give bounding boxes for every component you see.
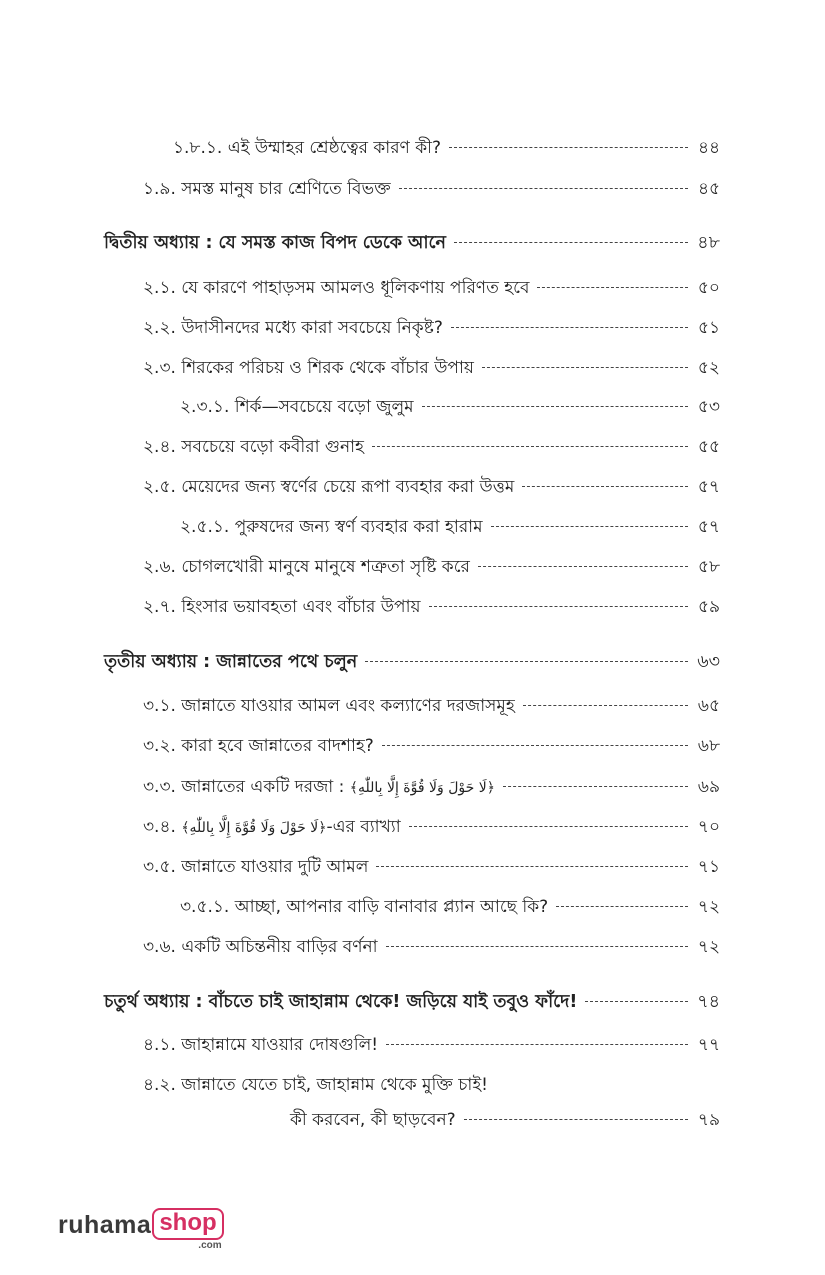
toc-page-number: ৫৫ (697, 437, 720, 457)
toc-entry[interactable] (143, 694, 720, 718)
toc-entry[interactable] (143, 855, 720, 879)
toc-entry[interactable] (173, 136, 720, 160)
dot-leader (422, 406, 688, 407)
toc-entry[interactable] (143, 177, 720, 201)
toc-page-number: ৬৮ (697, 736, 720, 756)
dot-leader (376, 866, 688, 867)
toc-entry-title: ১.৯. সমস্ত মানুষ চার শ্রেণিতে বিভক্ত (143, 179, 391, 199)
chapter-title: দ্বিতীয় অধ্যায় : যে সমস্ত কাজ বিপদ ডেকে আনে (104, 233, 446, 253)
toc-entry-title: ৩.৬. একটি অচিন্তনীয় বাড়ির বর্ণনা (143, 937, 378, 957)
toc-page-number: ৫৯ (697, 597, 720, 617)
toc-entry[interactable] (143, 595, 720, 619)
chapter-title: তৃতীয় অধ্যায় : জান্নাতের পথে চলুন (104, 652, 358, 672)
toc-entry-title: ৪.২. জান্নাতে যেতে চাই, জাহান্নাম থেকে মুক্তি চাই! (143, 1075, 488, 1095)
toc-entry-title: ২.৩.১. শির্ক—সবচেয়ে বড়ো জুলুম (180, 397, 414, 417)
toc-entry-title: ৩.২. কারা হবে জান্নাতের বাদশাহ? (143, 736, 374, 756)
toc-entry-title: ৩.১. জান্নাতে যাওয়ার আমল এবং কল্যাণের দরজাসমূহ (143, 696, 515, 716)
toc-page-number: ৪৫ (697, 179, 720, 199)
toc-entry-title-text: ৩.৩. জান্নাতের একটি দরজা : (143, 777, 345, 797)
logo-domain: .com (198, 1240, 222, 1251)
toc-entry-title-suffix: -এর ব্যাখ্যা (326, 817, 401, 837)
toc-chapter-entry[interactable] (104, 231, 720, 255)
dot-leader (556, 906, 688, 907)
toc-entry[interactable] (143, 734, 720, 758)
dot-leader (451, 327, 688, 328)
toc-entry[interactable] (143, 815, 720, 840)
dot-leader (523, 705, 688, 706)
toc-entry[interactable] (143, 435, 720, 459)
toc-page-number: ৫২ (697, 358, 720, 378)
toc-page-number: ৬৩ (697, 652, 720, 672)
toc-page-number: ৭২ (697, 937, 720, 957)
toc-entry-title: ২.২. উদাসীনদের মধ্যে কারা সবচেয়ে নিকৃষ্ট? (143, 318, 443, 338)
toc-page-number: ৭১ (697, 857, 720, 877)
toc-entry[interactable] (143, 1073, 720, 1097)
toc-entry-title: ৩.৫. জান্নাতে যাওয়ার দুটি আমল (143, 857, 369, 877)
toc-page-number: ৫৩ (697, 397, 720, 417)
dot-leader (464, 1119, 688, 1120)
toc-page-number: ৫১ (697, 318, 720, 338)
dot-leader (409, 826, 688, 827)
toc-page-number: ৬৯ (697, 777, 720, 797)
dot-leader (449, 147, 688, 148)
toc-page-number: ৭৭ (697, 1035, 720, 1055)
toc-entry-title: ২.৪. সবচেয়ে বড়ো কবীরা গুনাহ (143, 437, 364, 457)
toc-entry[interactable] (143, 1033, 720, 1057)
toc-entry-title: ২.৩. শিরকের পরিচয় ও শিরক থেকে বাঁচার উপায় (143, 358, 474, 378)
toc-entry-title (143, 775, 495, 800)
toc-page-number: ৪৪ (697, 138, 720, 158)
toc-entry[interactable] (180, 395, 720, 419)
logo-shop-badge (152, 1208, 223, 1251)
toc-page-number: ৫৭ (697, 477, 720, 497)
ruhamashop-logo (58, 1208, 224, 1251)
toc-entry[interactable] (143, 316, 720, 340)
toc-entry-title: ২.৫.১. পুরুষদের জন্য স্বর্ণ ব্যবহার করা হারাম (180, 517, 483, 537)
toc-entry[interactable] (180, 515, 720, 539)
dot-leader (585, 1001, 688, 1002)
toc-entry-title: ৪.১. জাহান্নামে যাওয়ার দোষগুলি! (143, 1035, 379, 1055)
toc-entry-title: ২.৭. হিংসার ভয়াবহতা এবং বাঁচার উপায় (143, 597, 421, 617)
toc-entry-title (143, 815, 401, 840)
toc-entry-title: ২.৫. মেয়েদের জন্য স্বর্ণের চেয়ে রূপা ব্যবহার করা উত্তম (143, 477, 515, 497)
toc-entry[interactable] (143, 935, 720, 959)
toc-entry-continuation[interactable] (290, 1108, 720, 1132)
dot-leader (382, 745, 688, 746)
dot-leader (365, 661, 688, 662)
toc-chapter-entry[interactable] (104, 650, 720, 674)
toc-entry[interactable] (143, 475, 720, 499)
dot-leader (399, 188, 688, 189)
dot-leader (482, 367, 688, 368)
toc-entry-title-text: ৩.৪. (143, 817, 176, 837)
dot-leader (537, 287, 688, 288)
dot-leader (491, 526, 688, 527)
toc-entry[interactable] (180, 895, 720, 919)
dot-leader (372, 446, 688, 447)
dot-leader (503, 786, 688, 787)
toc-entry-title: ২.৬. চোগলখোরী মানুষে মানুষে শত্রুতা সৃষ্টি করে (143, 557, 470, 577)
dot-leader (454, 242, 688, 243)
toc-page-number: ৭২ (697, 897, 720, 917)
arabic-phrase: ﴿لَا حَوْلَ وَلَا قُوَّةَ إِلَّا بِاللّٰهِ﴾ (349, 780, 495, 796)
toc-page-number: ৭৪ (697, 992, 720, 1012)
dot-leader (386, 946, 688, 947)
dot-leader (478, 566, 688, 567)
logo-brand-left: ruhama (58, 1211, 152, 1239)
toc-page-number: ৫০ (697, 278, 720, 298)
dot-leader (386, 1044, 688, 1045)
toc-page-number: ৭৯ (697, 1110, 720, 1130)
chapter-title: চতুর্থ অধ্যায় : বাঁচতে চাই জাহান্নাম থেকে! জড়িয়ে যাই তবুও ফাঁদে! (104, 992, 578, 1012)
toc-chapter-entry[interactable] (104, 990, 720, 1014)
logo-brand-right: shop (152, 1208, 223, 1240)
toc-entry-title: কী করবেন, কী ছাড়বেন? (290, 1110, 456, 1130)
toc-entry[interactable] (143, 775, 720, 800)
arabic-phrase: ﴿لَا حَوْلَ وَلَا قُوَّةَ إِلَّا بِاللّٰهِ﴾ (181, 820, 327, 836)
toc-page-number: ৬৫ (697, 696, 720, 716)
dot-leader (429, 606, 688, 607)
toc-page-number: ৫৭ (697, 517, 720, 537)
toc-entry[interactable] (143, 356, 720, 380)
toc-entry-title: ৩.৫.১. আচ্ছা, আপনার বাড়ি বানাবার প্ল্যান আছে কি? (180, 897, 549, 917)
dot-leader (522, 486, 688, 487)
toc-entry-title: ২.১. যে কারণে পাহাড়সম আমলও ধূলিকণায় পরিণত হবে (143, 278, 530, 298)
toc-page-number: ৫৮ (697, 557, 720, 577)
toc-entry-title: ১.৮.১. এই উম্মাহর শ্রেষ্ঠত্বের কারণ কী? (173, 138, 442, 158)
toc-page-number: ৪৮ (697, 233, 720, 253)
toc-entry[interactable] (143, 555, 720, 579)
toc-entry[interactable] (143, 276, 720, 300)
toc-page-number: ৭০ (697, 817, 720, 837)
